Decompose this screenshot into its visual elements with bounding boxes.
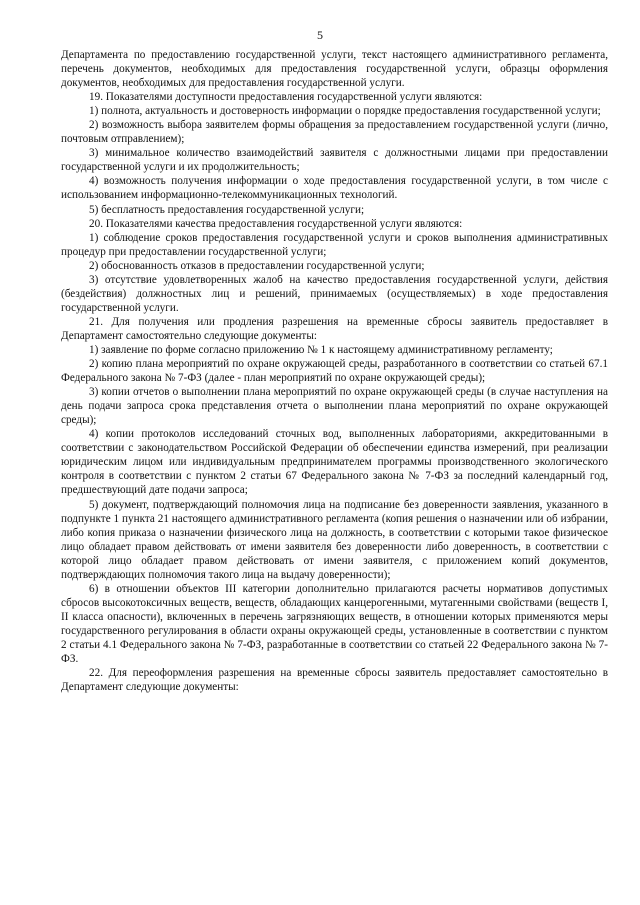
paragraph-19-item-2: 2) возможность выбора заявителем формы обращения за предоставлением государственной услуги (лично, почтовым отправлением); [61,119,608,146]
paragraph-21-item-2: 2) копию плана мероприятий по охране окружающей среды, разработанного в соответствии со статьей 67.1 Федерального закона № 7-ФЗ (далее - план мероприятий по охране окружающей среды); [61,358,608,385]
paragraph-21-item-5: 5) документ, подтверждающий полномочия лица на подписание без доверенности заявления, указанного в подпункте 1 пункта 21 настоящего административного регламента (копия решения о назначении или об избрании, либо копия приказа о назначении физического лица на должность, в соответствии с которыми такое физическое лицо обладает правом действовать от имени заявителя без доверенности либо доверенность, в соответствии с которой лицо обладает правом действовать от имени заявителя, с приложением копий документов, подтверждающих полномочия такого лица на выдачу доверенности); [61,498,608,581]
paragraph-19-heading: 19. Показателями доступности предоставления государственной услуги являются: [89,91,483,104]
paragraph-19-item-4: 4) возможность получения информации о ходе предоставления государственной услуги, в том числе с использованием информационно-телекоммуникационных технологий. [61,175,608,202]
paragraph-21-item-6: 6) в отношении объектов III категории дополнительно прилагаются расчеты нормативов допустимых сбросов высокотоксичных веществ, веществ, обладающих канцерогенными, мутагенными свойствами (веществ I, II класса опасности), включенных в перечень загрязняющих веществ, в отношении которых применяются меры государственного регулирования в области охраны окружающей среды, установленные в соответствии с пунктом 2 статьи 4.1 Федерального закона № 7-ФЗ, разработанные в соответствии со статьей 22 Федерального закона № 7-ФЗ. [61,582,608,666]
paragraph-20-item-2: 2) обоснованность отказов в предоставлении государственной услуги; [89,259,425,272]
paragraph-20-heading: 20. Показателями качества предоставления государственной услуги являются: [89,217,463,230]
paragraph-19-item-5: 5) бесплатность предоставления государственной услуги; [89,203,365,216]
paragraph-21-item-3: 3) копии отчетов о выполнении плана мероприятий по охране окружающей среды (в случае наступления на день подачи запроса срока представления отчета о выполнении плана мероприятий по охране окружающей среды); [61,386,608,427]
paragraph-20-item-1: 1) соблюдение сроков предоставления государственной услуги и сроков выполнения административных процедур при предоставлении государственной услуги; [61,231,608,258]
paragraph-22-heading: 22. Для переоформления разрешения на временные сбросы заявитель предоставляет самостоятельно в Департамент следующие документы: [61,667,608,694]
paragraph-21-heading: 21. Для получения или продления разрешения на временные сбросы заявитель предоставляет в Департамент самостоятельно следующие документы: [61,315,608,342]
document-body [61,48,608,694]
paragraph-19-item-1: 1) полнота, актуальность и достоверность информации о порядке предоставления государственной услуги; [89,105,601,118]
paragraph-continuation: Департамента по предоставлению государственной услуги, текст настоящего административного регламента, перечень документов, необходимых для предоставления государственной услуги, образцы оформления документов, необходимых для предоставления государственной услуги. [61,49,608,90]
paragraph-21-item-1: 1) заявление по форме согласно приложению № 1 к настоящему административному регламенту; [89,343,553,356]
page-number: 5 [317,28,323,42]
paragraph-20-item-3: 3) отсутствие удовлетворенных жалоб на качество предоставления государственной услуги, действия (бездействия) должностных лиц и решений, принимаемых (осуществляемых) в ходе предоставления государственной услуги. [61,273,608,314]
paragraph-19-item-3: 3) минимальное количество взаимодействий заявителя с должностными лицами при предоставлении государственной услуги и их продолжительность; [61,147,608,174]
paragraph-21-item-4: 4) копии протоколов исследований сточных вод, выполненных лабораториями, аккредитованными в соответствии с законодательством Российской Федерации об обеспечении единства измерений, при реализации юридическим лицом или индивидуальным предпринимателем программы производственного экологического контроля в соответствии с пунктом 2 статьи 67 Федерального закона № 7-ФЗ за последний календарный год, предшествующий дате подачи запроса; [61,428,608,497]
